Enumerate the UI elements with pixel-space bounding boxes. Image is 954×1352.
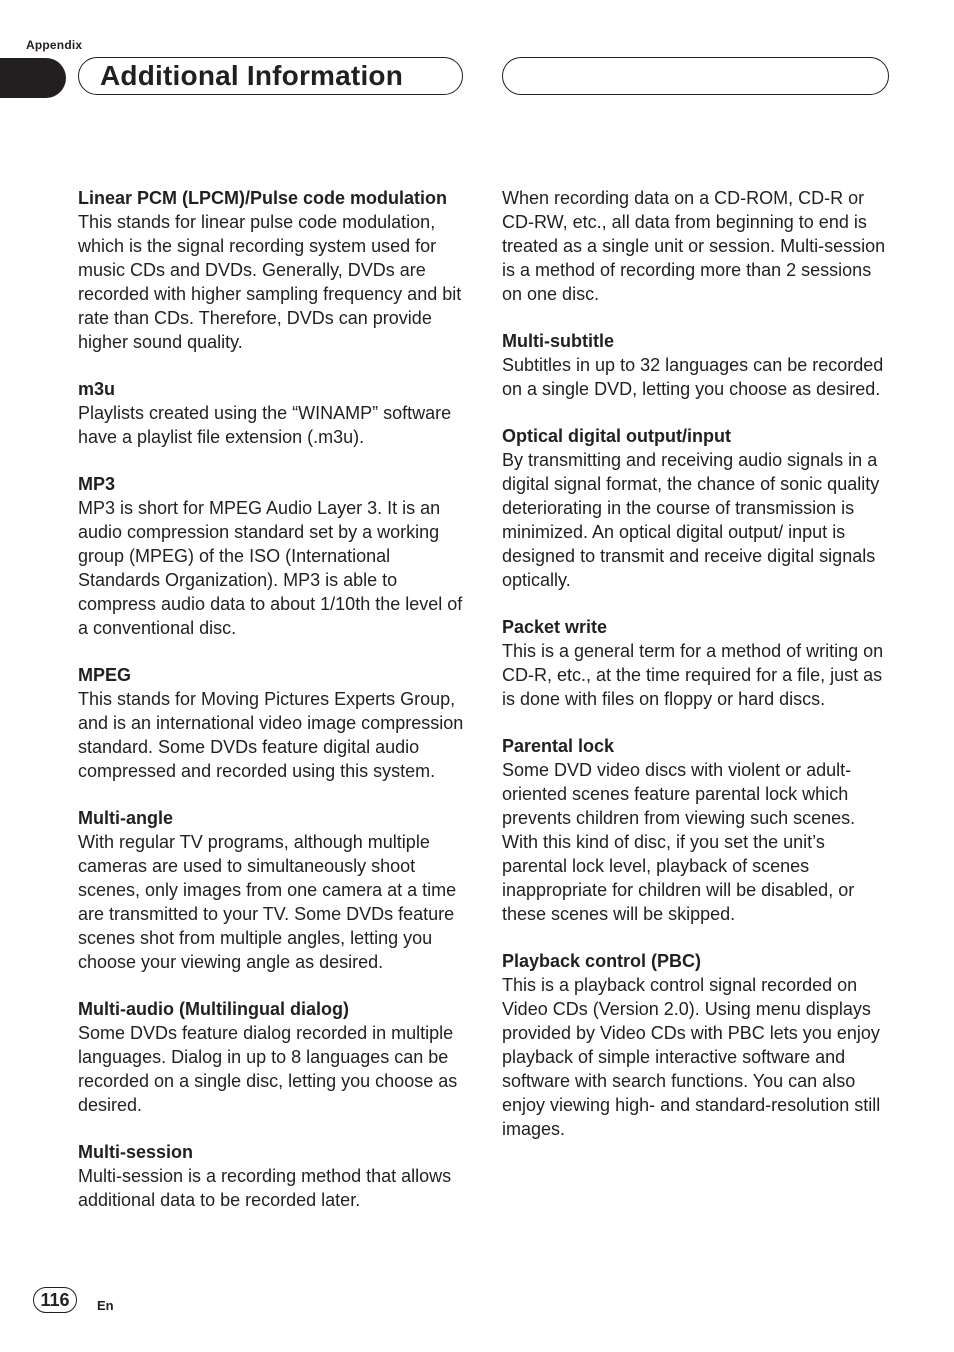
- page-number: 116: [33, 1287, 77, 1313]
- entry-term: Optical digital output/input: [502, 426, 731, 446]
- entry-definition: This stands for linear pulse code modulation, which is the signal recording system used for music CDs and DVDs. Generally, DVDs are recorded with higher sampling frequency and bit rate than CDs. Therefore, DVDs can provide higher sound quality.: [78, 212, 462, 352]
- entry-definition: Subtitles in up to 32 languages can be recorded on a single DVD, letting you choose as desired.: [502, 355, 884, 399]
- continued-definition: [502, 186, 890, 306]
- entry-definition: With regular TV programs, although multiple cameras are used to simultaneously shoot scenes, only images from one camera at a time are transmitted to your TV. Some DVDs feature scenes shot from multiple angles, letting you choose your viewing angle as desired.: [78, 832, 457, 972]
- entry-term: MPEG: [78, 665, 132, 685]
- entry-definition: Some DVD video discs with violent or adult-oriented scenes feature parental lock which prevents children from viewing such scenes. With this kind of disc, if you set the unit’s parental lock level, playback of scenes inappropriate for children will be disabled, or these scenes will be skipped.: [502, 760, 856, 924]
- section-label: Appendix: [26, 38, 83, 52]
- glossary-entry: [502, 424, 890, 592]
- entry-definition: This stands for Moving Pictures Experts Group, and is an international video image compression standard. Some DVDs feature digital audio compressed and recorded using this system.: [78, 689, 464, 781]
- entry-definition: Multi-session is a recording method that allows additional data to be recorded later.: [78, 1166, 452, 1210]
- language-label: En: [97, 1298, 114, 1313]
- section-tab-marker: [0, 58, 66, 98]
- glossary-entry: [78, 472, 466, 640]
- entry-term: Multi-audio (Multilingual dialog): [78, 999, 349, 1019]
- entry-definition: This is a playback control signal recorded on Video CDs (Version 2.0). Using menu displays provided by Video CDs with PBC lets you enjoy playback of simple interactive software and software with search functions. You can also enjoy viewing high- and standard-resolution still images.: [502, 975, 881, 1139]
- glossary-entry: [502, 615, 890, 711]
- glossary-entry: [502, 329, 890, 401]
- entry-term: Playback control (PBC): [502, 951, 702, 971]
- glossary-entry: [78, 1140, 466, 1212]
- entry-definition: This is a general term for a method of writing on CD-R, etc., at the time required for a file, just as is done with files on floppy or hard discs.: [502, 641, 884, 709]
- entry-definition: When recording data on a CD-ROM, CD-R or CD-RW, etc., all data from beginning to end is treated as a single unit or session. Multi-session is a method of recording more than 2 sessions on one disc.: [502, 188, 886, 304]
- entry-term: Multi-angle: [78, 808, 173, 828]
- entry-term: Linear PCM (LPCM)/Pulse code modulation: [78, 188, 448, 208]
- entry-term: m3u: [78, 379, 116, 399]
- glossary-entry: [78, 377, 466, 449]
- page-title: Additional Information: [100, 60, 404, 91]
- entry-definition: MP3 is short for MPEG Audio Layer 3. It is an audio compression standard set by a working group (MPEG) of the ISO (International Standards Organization). MP3 is able to compress audio data to about 1/10th the level of a conventional disc.: [78, 498, 463, 638]
- entry-definition: Playlists created using the “WINAMP” software have a playlist file extension (.m3u).: [78, 403, 452, 447]
- entry-term: Multi-session: [78, 1142, 194, 1162]
- left-column: [78, 186, 466, 1235]
- entry-definition: By transmitting and receiving audio signals in a digital signal format, the chance of sonic quality deteriorating in the course of transmission is minimized. An optical digital output/ input is designed to transmit and receive digital signals optically.: [502, 450, 880, 590]
- entry-term: Parental lock: [502, 736, 615, 756]
- glossary-entry: [78, 806, 466, 974]
- empty-header-box: [502, 57, 889, 95]
- entry-term: Multi-subtitle: [502, 331, 614, 351]
- glossary-entry: [502, 734, 890, 926]
- entry-term: MP3: [78, 474, 116, 494]
- entry-term: Packet write: [502, 617, 608, 637]
- glossary-entry: [502, 949, 890, 1141]
- glossary-entry: [78, 997, 466, 1117]
- glossary-entry: [78, 186, 466, 354]
- title-box: [78, 57, 463, 95]
- glossary-entry: [78, 663, 466, 783]
- right-column: [502, 186, 890, 1164]
- entry-definition: Some DVDs feature dialog recorded in multiple languages. Dialog in up to 8 languages can be recorded on a single disc, letting you choose as desired.: [78, 1023, 458, 1115]
